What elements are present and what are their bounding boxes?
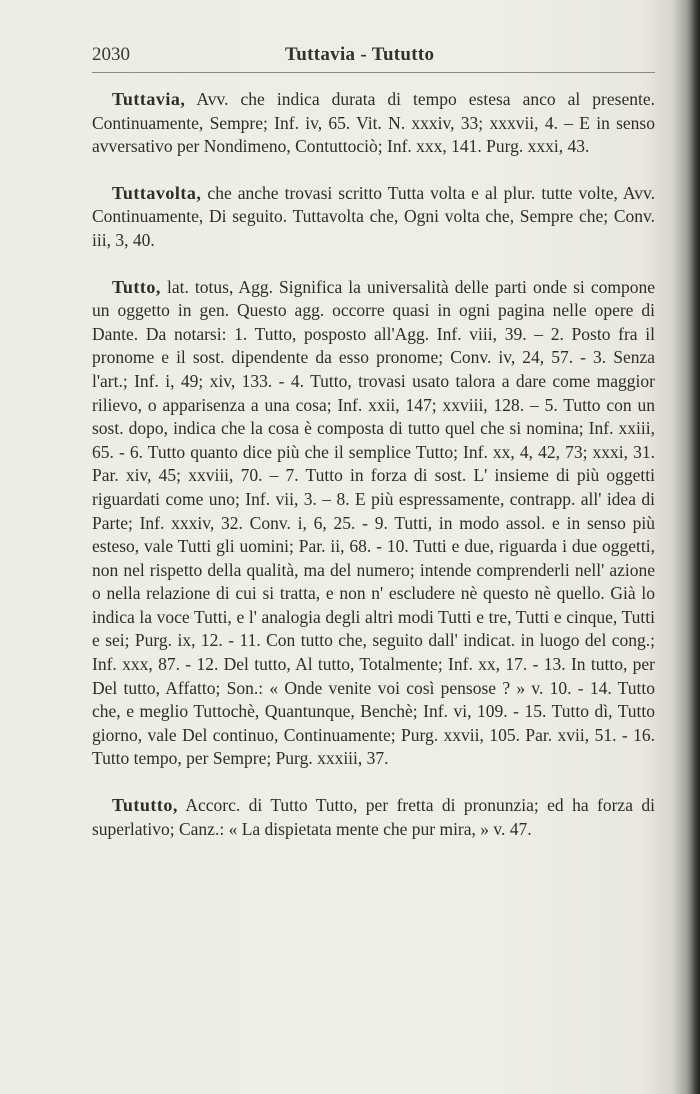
entry-tututto bbox=[92, 794, 655, 841]
page-edge-shadow bbox=[686, 0, 700, 1094]
headword: Tuttavia, bbox=[112, 89, 186, 109]
header-rule bbox=[92, 72, 655, 73]
headword: Tututto, bbox=[112, 795, 178, 816]
entry-tuttavolta bbox=[92, 182, 655, 253]
entry-text: Accorc. di Tutto Tutto, per fretta di pronunzia; ed ha forza di superlativo; Canz.: « La dispietata mente che pur mira, » v. 47. bbox=[92, 795, 655, 839]
entry-text: che anche trovasi scritto Tutta volta e al plur. tutte volte, Avv. Continuamente, Di seguito. Tuttavolta che, Ogni volta che, Sempre che; Conv. iii, 3, 40. bbox=[92, 182, 656, 250]
entry-tutto bbox=[92, 276, 655, 771]
entry-text: lat. totus, Agg. Significa la universalità delle parti onde si compone un oggetto in gen. Questo agg. occorre quasi in ogni pagina nelle opere di Dante. Da notarsi: 1. Tutto, posposto all'Agg. Inf. viii, 39. – 2. Posto fra il pronome e il sost. dipendente da esso pronome; Conv. iv, 24, 57. - 3. Senza l'art.; Inf. i, 49; xiv, 133. - 4. Tutto, trovasi usato talora a dare come maggior rilievo, o apparisenza a una cosa; Inf. xxii, 147; xxviii, 128. – 5. Tutto con un sost. dopo, indica che la cosa è composta di tutto quel che si nomina; Inf. xxiii, 65. - 6. Tutto quanto dice più che il semplice Tutto; Inf. xx, 4, 42, 73; xxxi, 31. Par. xiv, 45; xxviii, 70. – 7. Tutto in forza di sost. L' insieme di più oggetti riguardati come uno; Inf. vii, 3. – 8. E più espressamente, contrapp. all' idea di Parte; Inf. xxxiv, 32. Conv. i, 6, 25. - 9. Tutti, in modo assol. e in senso più esteso, vale Tutti gli uomini; Par. ii, 68. - 10. Tutti e due, riguarda i due oggetti, non nel rispetto della qualità, ma del numero; intende comprenderli nell' azione o nella relazione di cui si tratta, e non n' escludere nè questo nè quello. Già lo indica la voce Tutti, e l' analogia degli altri modi Tutti e tre, Tutti e cinque, Tutti e sei; Purg. ix, 12. - 11. Con tutto che, seguito dall' indicat. in luogo del cong.; Inf. xxx, 87. - 12. Del tutto, Al tutto, Totalmente; Inf. xx, 17. - 13. In tutto, per Del tutto, Affatto; Son.: « Onde venite voi così pensose ? » v. 10. - 14. Tutto che, e meglio Tuttochè, Quantunque, Benchè; Inf. vi, 109. - 15. Tutto dì, Tutto giorno, vale Del continuo, Continuamente; Purg. xxvii, 105. Par. xvii, 51. - 16. Tutto tempo, per Sempre; Purg. xxxiii, 37. bbox=[92, 276, 656, 769]
headword: Tutto, bbox=[112, 276, 161, 297]
entry-tuttavia bbox=[92, 88, 655, 159]
dictionary-body bbox=[92, 88, 655, 864]
running-head: Tuttavia - Tututto bbox=[285, 44, 435, 65]
headword: Tuttavolta, bbox=[112, 182, 202, 203]
entry-text: Avv. che indica durata di tempo estesa anco al presente. Continuamente, Sempre; Inf. iv, 65. Vit. N. xxxiv, 33; xxxvii, 4. – E in senso avversativo per Nondimeno, Contuttociò; Inf. xxx, 141. Purg. xxxi, 43. bbox=[92, 89, 655, 157]
page-header bbox=[92, 44, 652, 70]
page-number: 2030 bbox=[92, 44, 130, 65]
